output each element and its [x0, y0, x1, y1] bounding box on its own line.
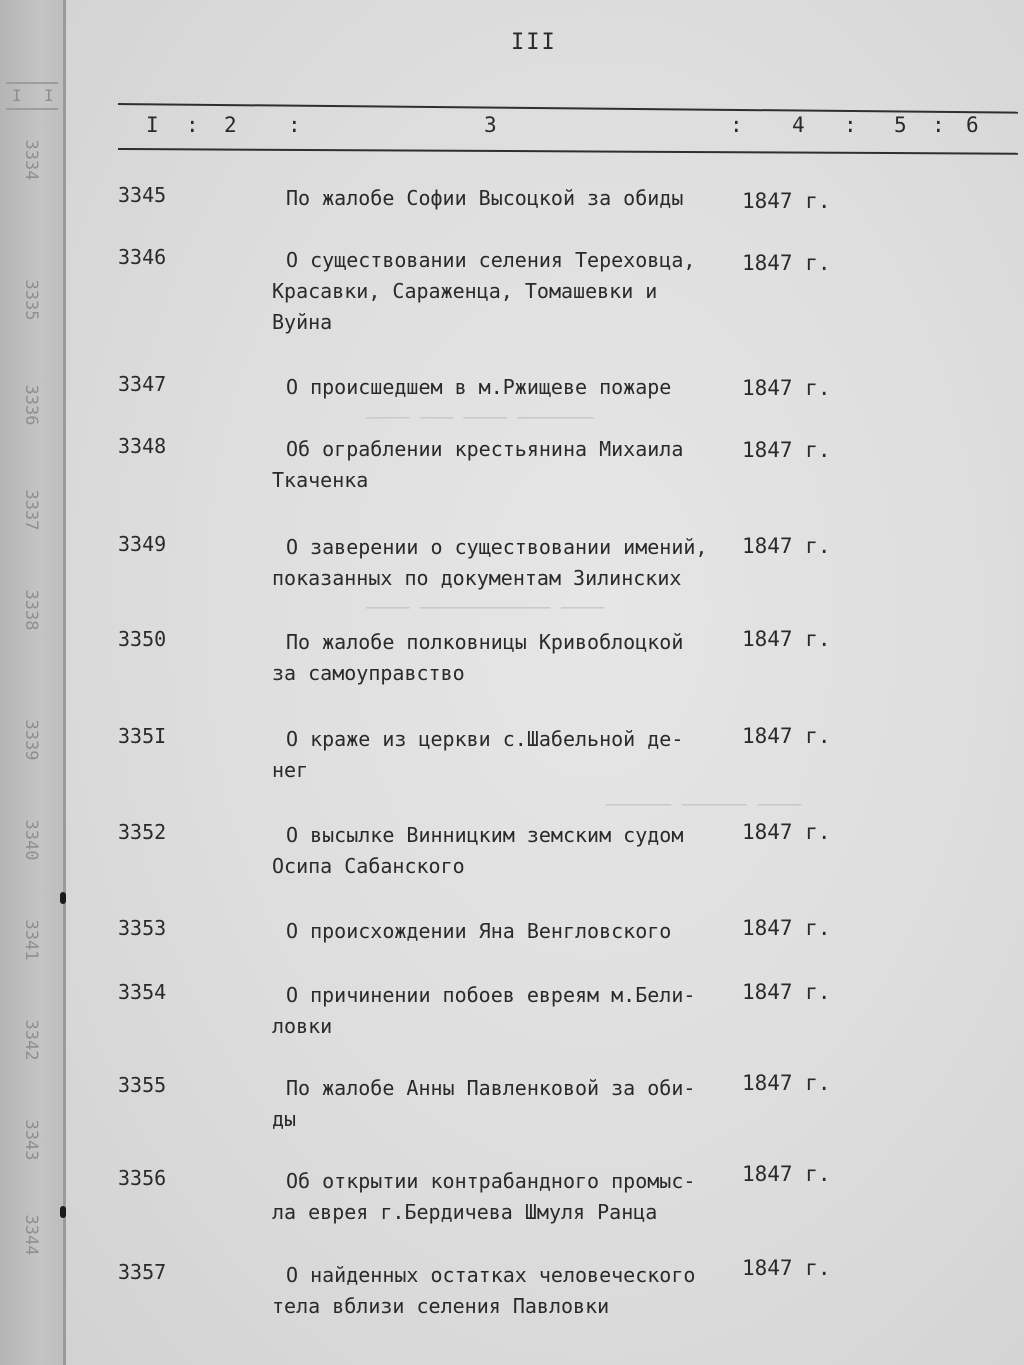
entry-description: О причинении побоев евреям м.Бели- ловки [272, 983, 696, 1038]
binding-hole-mark [60, 892, 66, 904]
bleed-through-text: ────── ────── ──── [606, 795, 802, 816]
entry-description: По жалобе Софии Высоцкой за обиды [286, 186, 684, 210]
bleed-through-text: ──── ─── ──── ─────── [366, 408, 594, 429]
entry-number: 3347 [118, 372, 167, 396]
column-header-6: 6 [966, 113, 979, 137]
entry-number: 3354 [118, 980, 167, 1004]
entry-number: 3346 [118, 245, 167, 269]
document-page [66, 0, 1024, 1365]
entry-description: О найденных остатках человеческого тела вблизи селения Павловки [272, 1263, 696, 1318]
column-separator: : [932, 113, 945, 137]
column-separator: : [186, 113, 199, 137]
column-header-2: 2 [224, 113, 237, 137]
entry-year: 1847 г. [742, 1162, 831, 1186]
column-header-1: I [146, 113, 159, 137]
entry-description: О заверении о существовании имений, показанных по документам Зилинских [272, 535, 708, 590]
entry-number: 3353 [118, 916, 167, 940]
entry-year: 1847 г. [742, 1071, 831, 1095]
entry-description: По жалобе полковницы Кривоблоцкой за самоуправство [272, 630, 684, 685]
entry-description: О высылке Винницким земским судом Осипа Сабанского [272, 823, 684, 878]
entry-number: 3349 [118, 532, 167, 556]
entry-year: 1847 г. [742, 534, 831, 558]
bleed-through-text: ──── ──────────── ──── [366, 598, 605, 619]
entry-number: 3348 [118, 434, 167, 458]
page-number: III [511, 30, 557, 55]
entry-year: 1847 г. [742, 438, 831, 462]
entry-description: О существовании селения Тереховца, Красавки, Сараженца, Томашевки и Вуйна [272, 248, 696, 334]
entry-year: 1847 г. [742, 916, 831, 940]
entry-number: 3357 [118, 1260, 167, 1284]
column-separator: : [730, 113, 743, 137]
header-rule-bottom [118, 148, 1018, 155]
header-rule-top [118, 103, 1018, 114]
entry-number: 3356 [118, 1166, 167, 1190]
entry-number: 3355 [118, 1073, 167, 1097]
entry-description: О происхождении Яна Венгловского [286, 919, 672, 943]
entry-description: О происшедшем в м.Ржищеве пожаре [286, 375, 672, 399]
column-header-3: 3 [484, 113, 497, 137]
entry-description: О краже из церкви с.Шабельной де- нег [272, 727, 684, 782]
previous-page-margin [0, 0, 66, 1365]
column-separator: : [288, 113, 301, 137]
entry-number: 335I [118, 724, 167, 748]
entry-number: 3350 [118, 627, 167, 651]
entry-description: Об ограблении крестьянина Михаила Ткаченка [272, 437, 684, 492]
entry-year: 1847 г. [742, 376, 831, 400]
entry-number: 3352 [118, 820, 167, 844]
previous-page-number-column: 3334 3335 3336 3337 3338 3339 3340 3341 3342 3343 3344 [21, 139, 41, 1256]
previous-page-header-fragment: I I [6, 82, 58, 110]
entry-year: 1847 г. [742, 980, 831, 1004]
entry-number: 3345 [118, 183, 167, 207]
entry-year: 1847 г. [742, 251, 831, 275]
column-header-4: 4 [792, 113, 805, 137]
entry-year: 1847 г. [742, 627, 831, 651]
entry-year: 1847 г. [742, 1256, 831, 1280]
binding-hole-mark [60, 1206, 66, 1218]
entry-year: 1847 г. [742, 820, 831, 844]
entry-description: По жалобе Анны Павленковой за оби- ды [272, 1076, 696, 1131]
entry-description: Об открытии контрабандного промыс- ла еврея г.Бердичева Шмуля Ранца [272, 1169, 696, 1224]
column-separator: : [844, 113, 857, 137]
entry-year: 1847 г. [742, 189, 831, 213]
column-header-5: 5 [894, 113, 907, 137]
entry-year: 1847 г. [742, 724, 831, 748]
